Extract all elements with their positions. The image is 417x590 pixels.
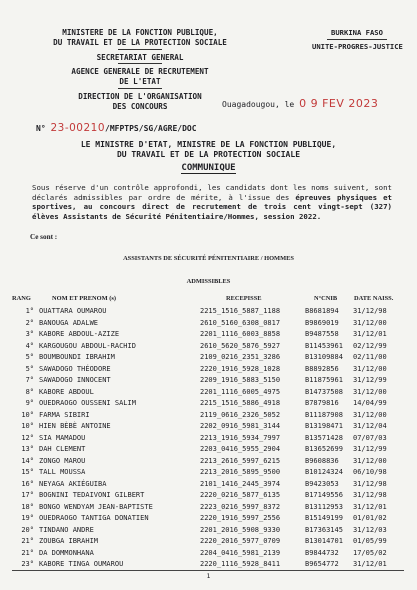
admissibles-label: ADMISSIBLES bbox=[186, 278, 231, 285]
cell-date: 31/12/00 bbox=[353, 456, 387, 465]
cell-name: SIA MAMADOU bbox=[39, 433, 86, 442]
ce-sont-label: Ce sont : bbox=[30, 233, 58, 241]
cell-recepisse: 2213_2016_5895_9500 bbox=[200, 468, 281, 476]
cell-date: 31/12/01 bbox=[353, 560, 387, 568]
cell-rang: 2° bbox=[25, 318, 34, 327]
place-prefix: Ouagadougou, le bbox=[222, 100, 295, 109]
cell-date: 31/12/00 bbox=[353, 318, 387, 327]
cell-cnib: B11875961 bbox=[305, 376, 343, 384]
cell-rang: 21° bbox=[21, 537, 34, 545]
cell-name: BANOUGA ADALWE bbox=[39, 318, 99, 327]
cell-cnib: B9869019 bbox=[305, 318, 339, 327]
cell-recepisse: 2202_0916_5981_3144 bbox=[200, 422, 281, 430]
cell-recepisse: 2220_1916_5997_2556 bbox=[200, 514, 281, 522]
place-date bbox=[222, 97, 378, 110]
cell-recepisse: 2220_0216_5877_6135 bbox=[200, 491, 281, 499]
direction-line-2: DES CONCOURS bbox=[112, 101, 168, 111]
header-divider bbox=[327, 39, 387, 40]
cell-name: KABORE ABDOUL bbox=[39, 387, 94, 396]
cell-recepisse: 2101_1416_2445_3974 bbox=[200, 479, 281, 488]
cell-rang: 21° bbox=[21, 548, 34, 557]
cell-date: 07/07/03 bbox=[353, 433, 387, 442]
footer-divider bbox=[12, 570, 404, 571]
cell-recepisse: 2215_1516_5886_4918 bbox=[200, 399, 281, 407]
table-row bbox=[0, 549, 417, 560]
cell-name: TINDANO ANDRE bbox=[39, 525, 94, 534]
cell-cnib: B10124324 bbox=[305, 468, 343, 476]
body-text-bold: épreuves physiques et sportives, au concours direct de recrutement de trois cent vingt-sept (327) élèves Assistants de Sécurité Pénitentiaire/Hommes, session 2022. bbox=[32, 192, 392, 221]
agency-line-1: AGENCE GENERALE DE RECRUTEMENT bbox=[71, 67, 209, 77]
cell-cnib: B8681894 bbox=[305, 307, 339, 315]
cell-recepisse: 2119_0616_2326_5052 bbox=[200, 410, 281, 419]
cell-cnib: B13652699 bbox=[305, 445, 343, 453]
cell-recepisse: 2201_1116_6003_8858 bbox=[200, 330, 281, 338]
cell-recepisse: 2201_2016_5908_9330 bbox=[200, 525, 281, 534]
table-row bbox=[0, 537, 417, 548]
cell-date: 31/12/99 bbox=[353, 445, 387, 453]
agency-line-2: DE L'ETAT bbox=[119, 77, 161, 87]
cell-rang: 9° bbox=[25, 399, 34, 407]
header-divider bbox=[118, 49, 162, 50]
secretariat-label: SECRETARIAT GENERAL bbox=[96, 52, 184, 62]
cell-recepisse: 2213_2616_5997_6215 bbox=[200, 456, 281, 465]
cell-name: BOGNINI TEDAIVONI GILBERT bbox=[39, 491, 145, 499]
cell-rang: 4° bbox=[25, 341, 34, 350]
cell-recepisse: 2109_0216_2351_3286 bbox=[200, 353, 281, 361]
cell-rang: 19° bbox=[21, 514, 34, 522]
page-number: 1 bbox=[206, 572, 211, 580]
ministry-header bbox=[30, 28, 250, 112]
cell-name: KABORE TINGA OUMAROU bbox=[39, 560, 124, 568]
cell-rang: 20° bbox=[21, 525, 34, 534]
header-cnib: N°CNIB bbox=[314, 295, 338, 302]
country-name: BURKINA FASO bbox=[331, 28, 383, 37]
cell-rang: 1° bbox=[25, 307, 34, 315]
cell-recepisse: 2610_5620_5876_5927 bbox=[200, 341, 281, 350]
cell-cnib: B13571428 bbox=[305, 433, 343, 442]
cell-recepisse: 2610_5160_6308_0817 bbox=[200, 318, 281, 327]
cell-recepisse: 2213_1916_5934_7997 bbox=[200, 433, 281, 442]
cell-name: FARMA SIBIRI bbox=[39, 410, 90, 419]
cell-rang: 12° bbox=[21, 433, 34, 442]
cell-recepisse: 2215_1516_5887_1188 bbox=[200, 307, 281, 315]
cell-name: SAWADOGO INNOCENT bbox=[39, 376, 111, 384]
table-row bbox=[0, 434, 417, 445]
table-row bbox=[0, 480, 417, 491]
table-row bbox=[0, 330, 417, 341]
minister-line-2: DU TRAVAIL ET DE LA PROTECTION SOCIALE bbox=[116, 150, 301, 159]
cell-recepisse: 2201_1116_6005_4975 bbox=[200, 387, 281, 396]
table-row bbox=[0, 365, 417, 376]
cell-date: 31/12/03 bbox=[353, 525, 387, 534]
cell-cnib: B8892856 bbox=[305, 364, 339, 373]
cell-name: DAH CLEMENT bbox=[39, 445, 86, 453]
cell-cnib: B7879816 bbox=[305, 399, 339, 407]
table-row bbox=[0, 411, 417, 422]
cell-rang: 17° bbox=[21, 491, 34, 499]
cell-date: 31/12/98 bbox=[353, 307, 387, 315]
cell-date: 02/11/00 bbox=[353, 353, 387, 361]
cell-name: DA DOMMONHANA bbox=[39, 548, 94, 557]
cell-rang: 16° bbox=[21, 479, 34, 488]
cell-cnib: B9423053 bbox=[305, 479, 339, 488]
cell-name: BOUMBOUNDI IBRAHIM bbox=[39, 353, 115, 361]
header-divider bbox=[118, 88, 162, 89]
cell-rang: 23° bbox=[21, 560, 34, 568]
header-divider bbox=[118, 63, 162, 64]
cell-name: HIEN BÈBÈ ANTOINE bbox=[39, 422, 111, 430]
table-row bbox=[0, 514, 417, 525]
table-row bbox=[0, 307, 417, 318]
reference-suffix: /MFPTPS/SG/AGRE/DOC bbox=[105, 124, 197, 133]
cell-name: OUEDRAOGO TANTIGA DONATIEN bbox=[39, 514, 149, 522]
cell-recepisse: 2220_2016_5977_0709 bbox=[200, 537, 281, 545]
cell-date: 31/12/98 bbox=[353, 491, 387, 499]
cell-rang: 15° bbox=[21, 468, 34, 476]
table-row bbox=[0, 388, 417, 399]
cell-rang: 7° bbox=[25, 376, 34, 384]
header-name: NOM ET PRENOM (s) bbox=[52, 295, 116, 302]
cell-recepisse: 2209_1916_5883_5150 bbox=[200, 376, 281, 384]
cell-cnib: B17149556 bbox=[305, 491, 343, 499]
body-text-intro: Sous réserve d'un contrôle approfondi, les candidats dont les noms suivent, sont déclarés admissibles par ordre de mérite, à l'issue des bbox=[32, 183, 392, 202]
reference-number bbox=[36, 122, 197, 134]
minister-title bbox=[0, 140, 417, 160]
cell-recepisse: 2223_0216_5997_8372 bbox=[200, 502, 281, 511]
section-title: ASSISTANTS DE SÉCURITÉ PÉNITENTIAIRE / HOMMES bbox=[123, 255, 294, 262]
table-row bbox=[0, 491, 417, 502]
table-row bbox=[0, 445, 417, 456]
cell-cnib: B11453961 bbox=[305, 341, 343, 350]
cell-cnib: B9487558 bbox=[305, 330, 339, 338]
table-row bbox=[0, 376, 417, 387]
table-row bbox=[0, 468, 417, 479]
table-row bbox=[0, 457, 417, 468]
cell-rang: 18° bbox=[21, 502, 34, 511]
cell-cnib: B13109884 bbox=[305, 353, 343, 361]
country-motto: UNITE-PROGRES-JUSTICE bbox=[312, 41, 403, 51]
cell-name: BONGO WENDYAM JEAN-BAPTISTE bbox=[39, 502, 153, 511]
cell-rang: 10° bbox=[21, 422, 34, 430]
cell-date: 06/10/98 bbox=[353, 468, 387, 476]
table-row bbox=[0, 342, 417, 353]
cell-rang: 8° bbox=[25, 387, 34, 396]
table-row bbox=[0, 503, 417, 514]
header-date: DATE NAISS. bbox=[354, 295, 394, 302]
cell-rang: 5° bbox=[25, 353, 34, 361]
cell-cnib: B13014701 bbox=[305, 537, 343, 545]
cell-name: OUEDRAOGO OUSSENI SALIM bbox=[39, 399, 136, 407]
reference-prefix: N° bbox=[36, 124, 46, 133]
cell-date: 31/12/00 bbox=[353, 387, 387, 396]
cell-date: 31/12/00 bbox=[353, 410, 387, 419]
cell-date: 02/12/99 bbox=[353, 341, 387, 350]
cell-cnib: B13112953 bbox=[305, 502, 343, 511]
cell-name: KARGOUGOU ABDOUL-RACHID bbox=[39, 341, 136, 350]
cell-date: 01/01/02 bbox=[353, 514, 387, 522]
header-rang: RANG bbox=[12, 295, 31, 302]
table-row bbox=[0, 399, 417, 410]
cell-recepisse: 2220_1116_5928_8411 bbox=[200, 560, 281, 568]
communique-body bbox=[32, 183, 392, 221]
cell-rang: 13° bbox=[21, 445, 34, 453]
cell-recepisse: 2204_0416_5981_2139 bbox=[200, 548, 281, 557]
cell-cnib: B15149199 bbox=[305, 514, 343, 522]
ministry-line-1: MINISTERE DE LA FONCTION PUBLIQUE, bbox=[62, 28, 218, 37]
header-recepisse: RECEPISSE bbox=[226, 295, 262, 302]
cell-date: 31/12/00 bbox=[353, 364, 387, 373]
minister-line-1: LE MINISTRE D'ETAT, MINISTRE DE LA FONCTION PUBLIQUE, bbox=[80, 140, 337, 149]
table-row bbox=[0, 422, 417, 433]
cell-date: 31/12/98 bbox=[353, 479, 387, 488]
cell-rang: 5° bbox=[25, 364, 34, 373]
cell-date: 31/12/04 bbox=[353, 422, 387, 430]
cell-name: TALL MOUSSA bbox=[39, 468, 86, 476]
ministry-line-2: DU TRAVAIL ET DE LA PROTECTION SOCIALE bbox=[53, 37, 227, 47]
cell-name: ZONGO MAROU bbox=[39, 456, 86, 465]
country-header bbox=[312, 28, 402, 51]
cell-cnib: B9844732 bbox=[305, 548, 339, 557]
table-row bbox=[0, 526, 417, 537]
cell-cnib: B17363145 bbox=[305, 525, 343, 534]
cell-name: SAWADOGO THÉODORE bbox=[39, 364, 111, 373]
cell-rang: 3° bbox=[25, 330, 34, 338]
cell-cnib: B9608836 bbox=[305, 456, 339, 465]
cell-date: 31/12/99 bbox=[353, 376, 387, 384]
cell-cnib: B9654772 bbox=[305, 560, 339, 568]
cell-date: 31/12/01 bbox=[353, 330, 387, 338]
cell-rang: 14° bbox=[21, 456, 34, 465]
communique-heading bbox=[0, 163, 417, 173]
cell-recepisse: 2220_1916_5928_1028 bbox=[200, 364, 281, 373]
direction-line-1: DIRECTION DE L'ORGANISATION bbox=[78, 91, 202, 101]
cell-date: 14/04/99 bbox=[353, 399, 387, 407]
communique-title: COMMUNIQUE bbox=[181, 163, 236, 173]
table-row bbox=[0, 353, 417, 364]
cell-name: ZOUBGA IBRAHIM bbox=[39, 537, 99, 545]
cell-date: 01/05/99 bbox=[353, 537, 387, 545]
cell-cnib: B13198471 bbox=[305, 422, 343, 430]
cell-recepisse: 2203_0416_5955_2904 bbox=[200, 445, 281, 453]
cell-date: 31/12/01 bbox=[353, 502, 387, 511]
cell-name: NEYAGA AKIÉGUIBA bbox=[39, 479, 107, 488]
table-row bbox=[0, 319, 417, 330]
cell-rang: 10° bbox=[21, 410, 34, 419]
cell-name: KABORE ABDOUL-AZIZE bbox=[39, 330, 120, 338]
cell-date: 17/05/02 bbox=[353, 548, 387, 557]
cell-name: OUATTARA OUMAROU bbox=[39, 307, 107, 315]
stamped-date: 0 9 FEV 2023 bbox=[299, 97, 379, 110]
reference-handwritten-number: 23-00210 bbox=[50, 122, 106, 134]
cell-cnib: B14737508 bbox=[305, 387, 343, 396]
cell-cnib: B11187908 bbox=[305, 410, 343, 419]
